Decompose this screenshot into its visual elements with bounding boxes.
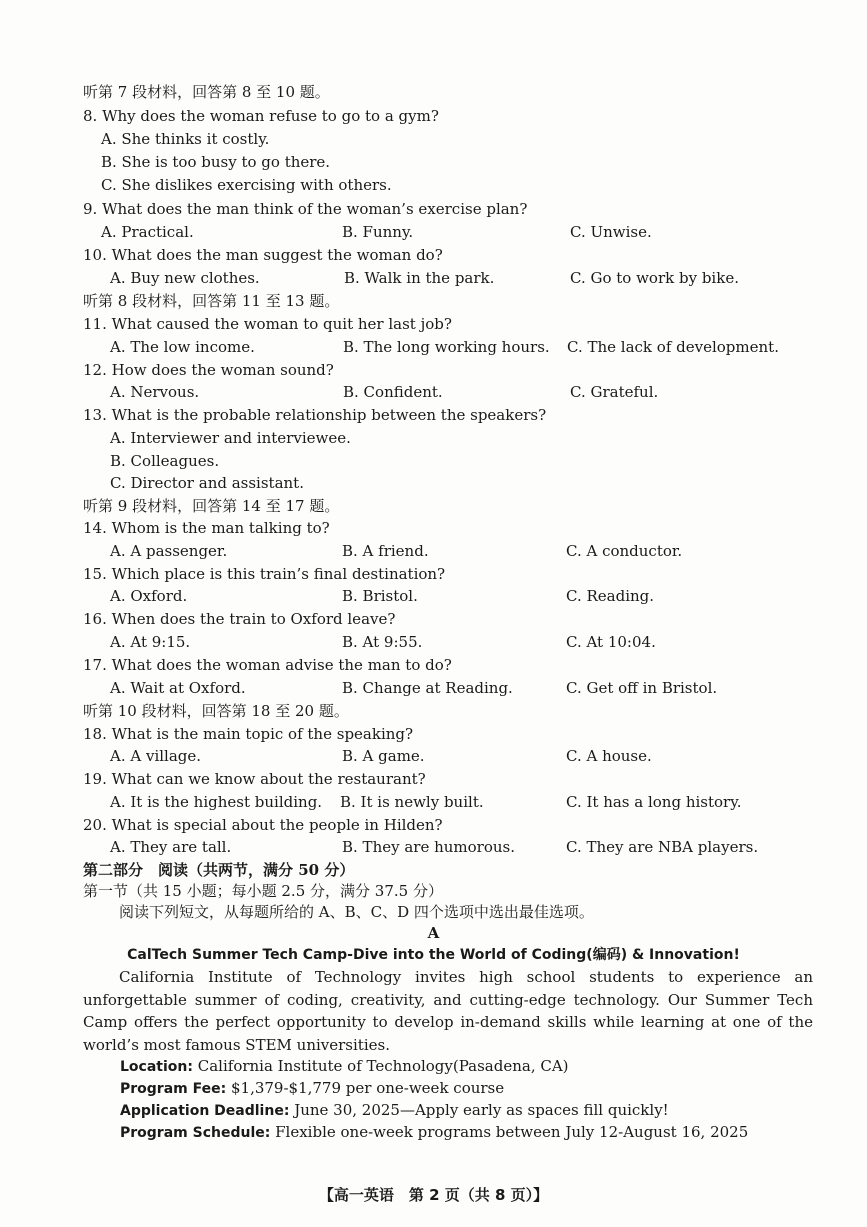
option: B. Change at Reading. [342,679,513,697]
option: B. Bristol. [342,587,418,605]
section-heading: 听第 10 段材料，回答第 18 至 20 题。 [83,702,349,720]
field-label: Location: [120,1059,193,1075]
option: A. Oxford. [110,587,188,605]
question-text: 16. When does the train to Oxford leave? [83,610,396,628]
section-title: 第一节（共 15 小题；每小题 2.5 分，满分 37.5 分） [83,882,443,900]
option: C. It has a long history. [566,793,742,811]
option: C. She dislikes exercising with others. [101,176,392,194]
question-text: 13. What is the probable relationship between the speakers? [83,406,547,424]
option: B. The long working hours. [343,338,550,356]
info-deadline [120,1100,669,1121]
option: C. They are NBA players. [566,838,759,856]
option: C. Director and assistant. [110,474,304,492]
option: A. Wait at Oxford. [110,679,246,697]
section-heading: 听第 9 段材料，回答第 14 至 17 题。 [83,497,340,515]
passage-letter: A [427,924,440,942]
field-value: June 30, 2025—Apply early as spaces fill quickly! [294,1101,669,1119]
question-text: 18. What is the main topic of the speaking? [83,725,414,743]
info-location [120,1056,569,1077]
option: C. The lack of development. [567,338,779,356]
option: B. Walk in the park. [344,269,495,287]
question-text: 20. What is special about the people in Hilden? [83,816,443,834]
field-label: Application Deadline: [120,1103,290,1119]
passage-body: California Institute of Technology invites high school students to experience an unforgettable summer of coding, creativity, and cutting-edge technology. Our Summer Tech Camp offers the perfect opportunity to develop in-demand skills while learning at one of the world’s most famous STEM universities. [83,968,813,1054]
option: C. A house. [566,747,652,765]
instruction: 阅读下列短文，从每题所给的 A、B、C、D 四个选项中选出最佳选项。 [119,903,594,921]
option: A. Nervous. [110,383,200,401]
option: C. Go to work by bike. [570,269,739,287]
option: A. A passenger. [110,542,228,560]
option: A. Practical. [101,223,194,241]
field-value: California Institute of Technology(Pasadena, CA) [197,1057,569,1075]
option: C. A conductor. [566,542,683,560]
part-title: 第二部分 阅读（共两节，满分 50 分） [83,861,355,879]
field-value: $1,379-$1,779 per one-week course [230,1079,505,1097]
passage-title: CalTech Summer Tech Camp-Dive into the World of Coding(编码) & Innovation! [127,947,740,963]
option: C. At 10:04. [566,633,656,651]
option: B. They are humorous. [342,838,516,856]
question-text: 11. What caused the woman to quit her last job? [83,315,452,333]
question-text: 14. Whom is the man talking to? [83,519,330,537]
option: B. At 9:55. [342,633,423,651]
option: C. Reading. [566,587,655,605]
option: A. Buy new clothes. [110,269,260,287]
option: C. Get off in Bristol. [566,679,718,697]
question-text: 17. What does the woman advise the man to do? [83,656,452,674]
field-label: Program Schedule: [120,1125,271,1141]
option: A. They are tall. [110,838,232,856]
option: B. A friend. [342,542,429,560]
question-text: 19. What can we know about the restaurant? [83,770,426,788]
option: A. It is the highest building. [110,793,323,811]
option: B. A game. [342,747,425,765]
option: A. The low income. [110,338,255,356]
page-footer: 【高一英语 第 2 页（共 8 页）】 [318,1186,549,1204]
option: A. At 9:15. [110,633,191,651]
question-text: 9. What does the man think of the woman’s exercise plan? [83,200,528,218]
info-schedule [120,1122,748,1143]
option: B. She is too busy to go there. [101,153,331,171]
option: B. Confident. [343,383,443,401]
question-text: 15. Which place is this train’s final destination? [83,565,446,583]
option: B. Colleagues. [110,452,220,470]
section-heading: 听第 8 段材料，回答第 11 至 13 题。 [83,292,340,310]
question-text: 8. Why does the woman refuse to go to a gym? [83,107,439,125]
question-text: 12. How does the woman sound? [83,361,334,379]
option: A. She thinks it costly. [101,130,270,148]
option: C. Grateful. [570,383,659,401]
option: A. Interviewer and interviewee. [110,429,351,447]
option: B. Funny. [342,223,414,241]
field-label: Program Fee: [120,1081,227,1097]
option: A. A village. [110,747,202,765]
info-fee [120,1078,504,1099]
option: C. Unwise. [570,223,652,241]
question-text: 10. What does the man suggest the woman do? [83,246,443,264]
field-value: Flexible one-week programs between July 12-August 16, 2025 [275,1123,749,1141]
option: B. It is newly built. [340,793,484,811]
section-heading: 听第 7 段材料，回答第 8 至 10 题。 [83,83,330,101]
